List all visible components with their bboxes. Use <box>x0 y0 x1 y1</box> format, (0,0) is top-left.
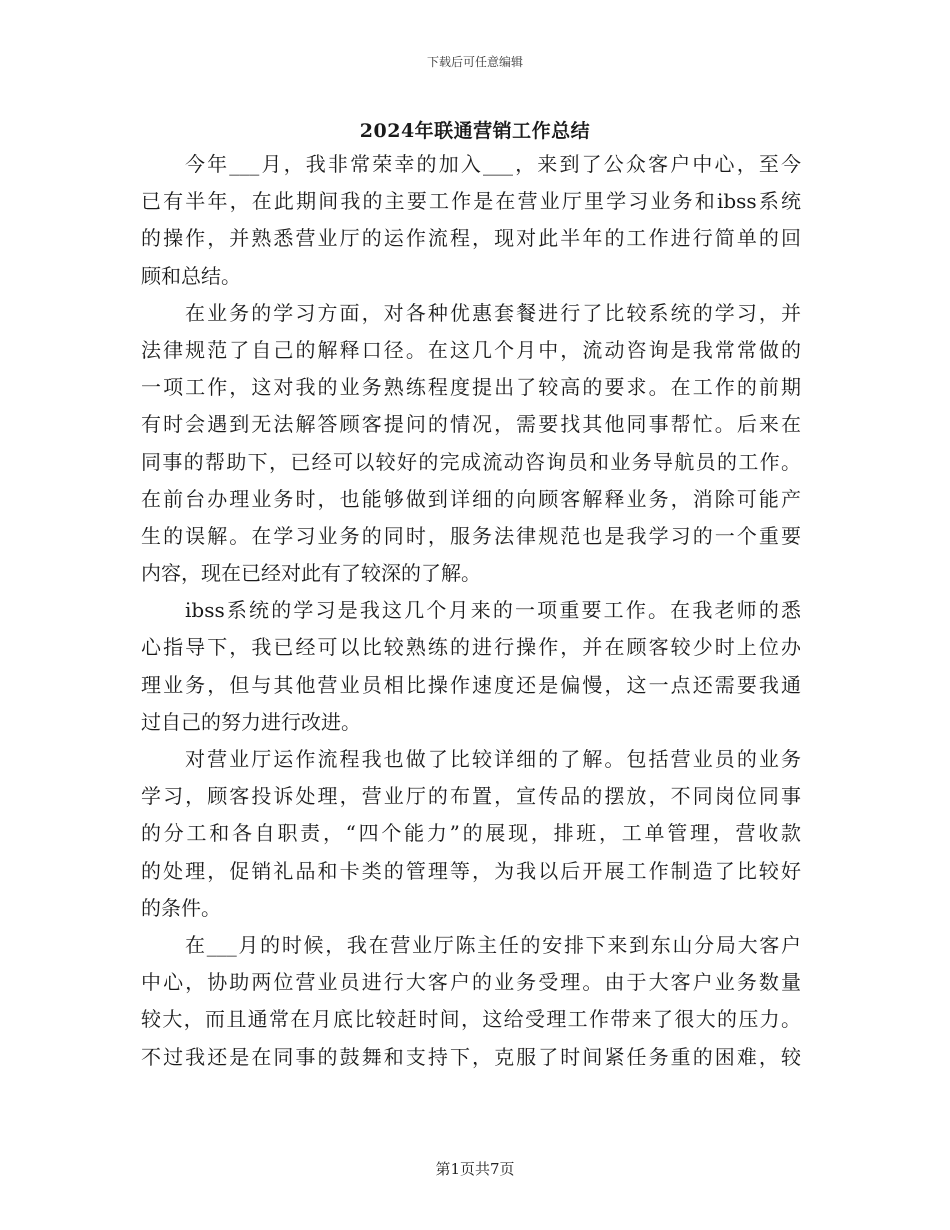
text-line: 对营业厅运作流程我也做了比较详细的了解。包括营业员的业务 <box>185 747 801 771</box>
text-line: 在业务的学习方面，对各种优惠套餐进行了比较系统的学习，并 <box>185 300 801 325</box>
page-footer: 第1页共7页 <box>435 1160 515 1178</box>
text-line: 已有半年，在此期间我的主要工作是在营业厅里学习业务和ibss系统 <box>141 189 801 214</box>
document-title: 2024年联通营销工作总结 <box>359 120 591 142</box>
document-body <box>141 146 801 1076</box>
text-line: 有时会遇到无法解答顾客提问的情况，需要找其他同事帮忙。后来在 <box>141 412 801 437</box>
text-line: ibss系统的学习是我这几个月来的一项重要工作。在我老师的悉 <box>185 598 801 623</box>
text-line: 的操作，并熟悉营业厅的运作流程，现对此半年的工作进行简单的回 <box>141 226 801 251</box>
text-line: 在前台办理业务时，也能够做到详细的向顾客解释业务，消除可能产 <box>141 486 801 511</box>
text-line: 的分工和各自职责，“四个能力”的展现，排班，工单管理，营收款 <box>141 821 801 846</box>
text-line: 的处理，促销礼品和卡类的管理等，为我以后开展工作制造了比较好 <box>141 858 801 883</box>
text-line: 内容，现在已经对此有了较深的了解。 <box>141 561 481 586</box>
text-line: 今年___月，我非常荣幸的加入___，来到了公众客户中心，至今 <box>185 152 801 176</box>
text-line: 生的误解。在学习业务的同时，服务法律规范也是我学习的一个重要 <box>141 523 801 548</box>
text-line: 法律规范了自己的解释口径。在这几个月中，流动咨询是我常常做的 <box>141 337 801 362</box>
text-line: 中心，协助两位营业员进行大客户的业务受理。由于大客户业务数量 <box>141 970 801 995</box>
text-line: 心指导下，我已经可以比较熟练的进行操作，并在顾客较少时上位办 <box>141 635 801 660</box>
text-line: 同事的帮助下，已经可以较好的完成流动咨询员和业务导航员的工作。 <box>141 449 801 474</box>
text-line: 在___月的时候，我在营业厅陈主任的安排下来到东山分局大客户 <box>185 932 801 957</box>
header-note: 下载后可任意编辑 <box>426 55 523 69</box>
text-line: 过自己的努力进行改进。 <box>141 709 361 734</box>
text-line: 顾和总结。 <box>141 263 241 288</box>
text-line: 的条件。 <box>141 895 221 920</box>
text-line: 理业务，但与其他营业员相比操作速度还是偏慢，这一点还需要我通 <box>141 672 801 697</box>
text-line: 学习，顾客投诉处理，营业厅的布置，宣传品的摆放，不同岗位同事 <box>141 784 801 809</box>
text-line: 一项工作，这对我的业务熟练程度提出了较高的要求。在工作的前期 <box>141 375 801 400</box>
text-line: 较大，而且通常在月底比较赶时间，这给受理工作带来了很大的压力。 <box>141 1007 801 1032</box>
text-line: 不过我还是在同事的鼓舞和支持下，克服了时间紧任务重的困难，较 <box>141 1044 801 1069</box>
